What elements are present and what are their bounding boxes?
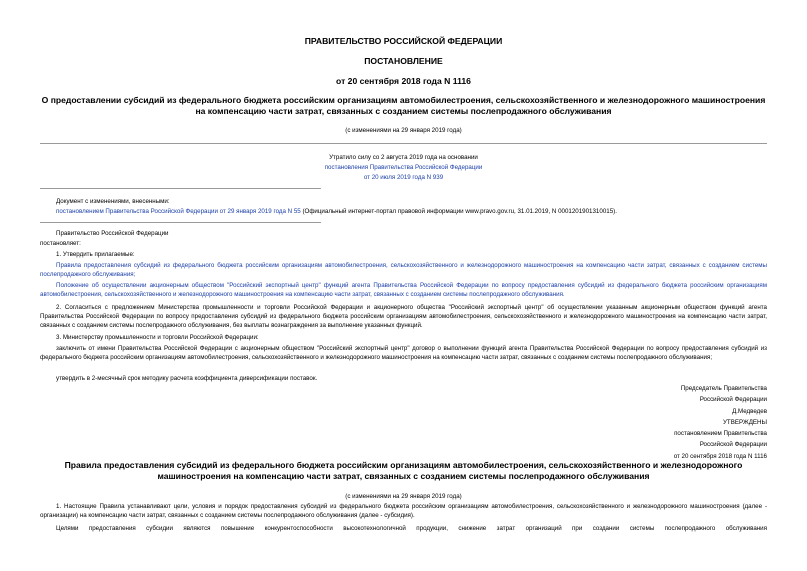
- signature-block: [40, 383, 767, 462]
- document-type: ПОСТАНОВЛЕНИЕ: [364, 56, 443, 66]
- approved-country: Российской Федерации: [699, 441, 767, 449]
- body-item-3b: утвердить в 2-месячный срок методику расчета коэффициента диверсификации поставок.: [56, 375, 318, 382]
- divider: [40, 188, 321, 189]
- changes-label: Документ с изменениями, внесенными:: [56, 198, 170, 205]
- body-item-3: 3. Министерству промышленности и торговли Российской Федерации:: [56, 334, 259, 341]
- changes-line: [56, 207, 767, 216]
- body-government: Правительство Российской Федерации: [56, 230, 169, 237]
- lost-force-link-date[interactable]: от 20 июля 2019 года N 939: [363, 174, 444, 181]
- body-item-3a: заключить от имени Правительства Российской Федерации с акционерным обществом "Российский экспортный центр" договор о выполнении функций агента Правительства Российской Федерации по вопросу предоставления субсидий из федерального бюджета российским организациям автомобилестроения, сельскохозяйственного и железнодорожного машиностроения на компенсацию части затрат, связанных с созданием системы послепродажного обслуживания;: [40, 345, 767, 362]
- provision-link[interactable]: Положение об осуществлении акционерным обществом "Российский экспортный центр" функций агента Правительства Российской Федерации по вопросу предоставления субсидий из федерального бюджета российским организациям автомобилестроения, сельскохозяйственного и железнодорожного машиностроения на компенсацию части затрат, связанных с созданием системы послепродажного обслуживания.: [40, 282, 767, 299]
- changes-link[interactable]: постановлением Правительства Российской Федерации от 29 января 2019 года N 55: [56, 208, 301, 215]
- rules-title: Правила предоставления субсидий из федерального бюджета российским организациям автомобилестроения, сельскохозяйственного и железнодорожного машиностроения на компенсацию части затрат, связанных с созданием системы послепродажного обслуживания: [64, 460, 743, 481]
- rules-link[interactable]: Правила предоставления субсидий из федерального бюджета российским организациям автомобилестроения, сельскохозяйственного и железнодорожного машиностроения на компенсацию части затрат, связанных с созданием системы послепродажного обслуживания;: [40, 262, 767, 279]
- approved-label: УТВЕРЖДЕНЫ: [723, 418, 767, 426]
- body-item-2: 2. Согласиться с предложением Министерства промышленности и торговли Российской Федерации и акционерного общества "Российский экспортный центр" об осуществлении указанным акционерным обществом функций агента Правительства Российской Федерации по вопросу предоставления субсидий из федерального бюджета российским организациям автомобилестроения, сельскохозяйственного и железнодорожного машиностроения на компенсацию части затрат, связанных с созданием системы послепродажного обслуживания, без выплаты вознаграждения за выполнение указанных функций.: [40, 304, 767, 330]
- amended-note: (с изменениями на 29 января 2019 года): [345, 127, 462, 134]
- body-item-1: 1. Утвердить прилагаемые:: [56, 251, 135, 258]
- government-heading: ПРАВИТЕЛЬСТВО РОССИЙСКОЙ ФЕДЕРАЦИИ: [304, 36, 503, 46]
- lost-force-text: Утратило силу со 2 августа 2019 года на основании: [329, 154, 478, 161]
- rules-item-1: 1. Настоящие Правила устанавливают цели, условия и порядок предоставления субсидий из федерального бюджета российским организациям автомобилестроения, сельскохозяйственного и железнодорожного машиностроения (далее - организации) на компенсацию части затрат, связанных с созданием системы послепродажного обслуживания (далее - субсидия).: [40, 503, 767, 520]
- changes-source: (Официальный интернет-портал правовой информации www.pravo.gov.ru, 31.01.2019, N 0001201901310015).: [300, 208, 617, 215]
- document-title: О предоставлении субсидий из федерального бюджета российским организациям автомобилестроения, сельскохозяйственного и железнодорожного машиностроения на компенсацию части затрат, связанных с созданием системы послепродажного обслуживания: [41, 95, 766, 116]
- approved-date: от 20 сентября 2018 года N 1116: [673, 452, 767, 460]
- lost-force-link[interactable]: постановления Правительства Российской Федерации: [324, 164, 483, 171]
- approved-by: постановлением Правительства: [674, 430, 767, 438]
- rules-amended-note: (с изменениями на 29 января 2019 года): [345, 493, 462, 500]
- rules-purpose: Целями предоставления субсидии являются повышение конкурентоспособности высокотехнологичной продукции, снижение затрат организаций при создании системы послепродажного обслуживания: [56, 525, 767, 532]
- signature-country: Российской Федерации: [699, 396, 767, 404]
- divider: [40, 222, 321, 223]
- divider: [40, 143, 767, 144]
- signature-name: Д.Медведев: [732, 407, 767, 415]
- body-decides: постановляет:: [40, 240, 81, 247]
- signature-position: Председатель Правительства: [680, 385, 767, 392]
- document-date-number: от 20 сентября 2018 года N 1116: [336, 76, 471, 86]
